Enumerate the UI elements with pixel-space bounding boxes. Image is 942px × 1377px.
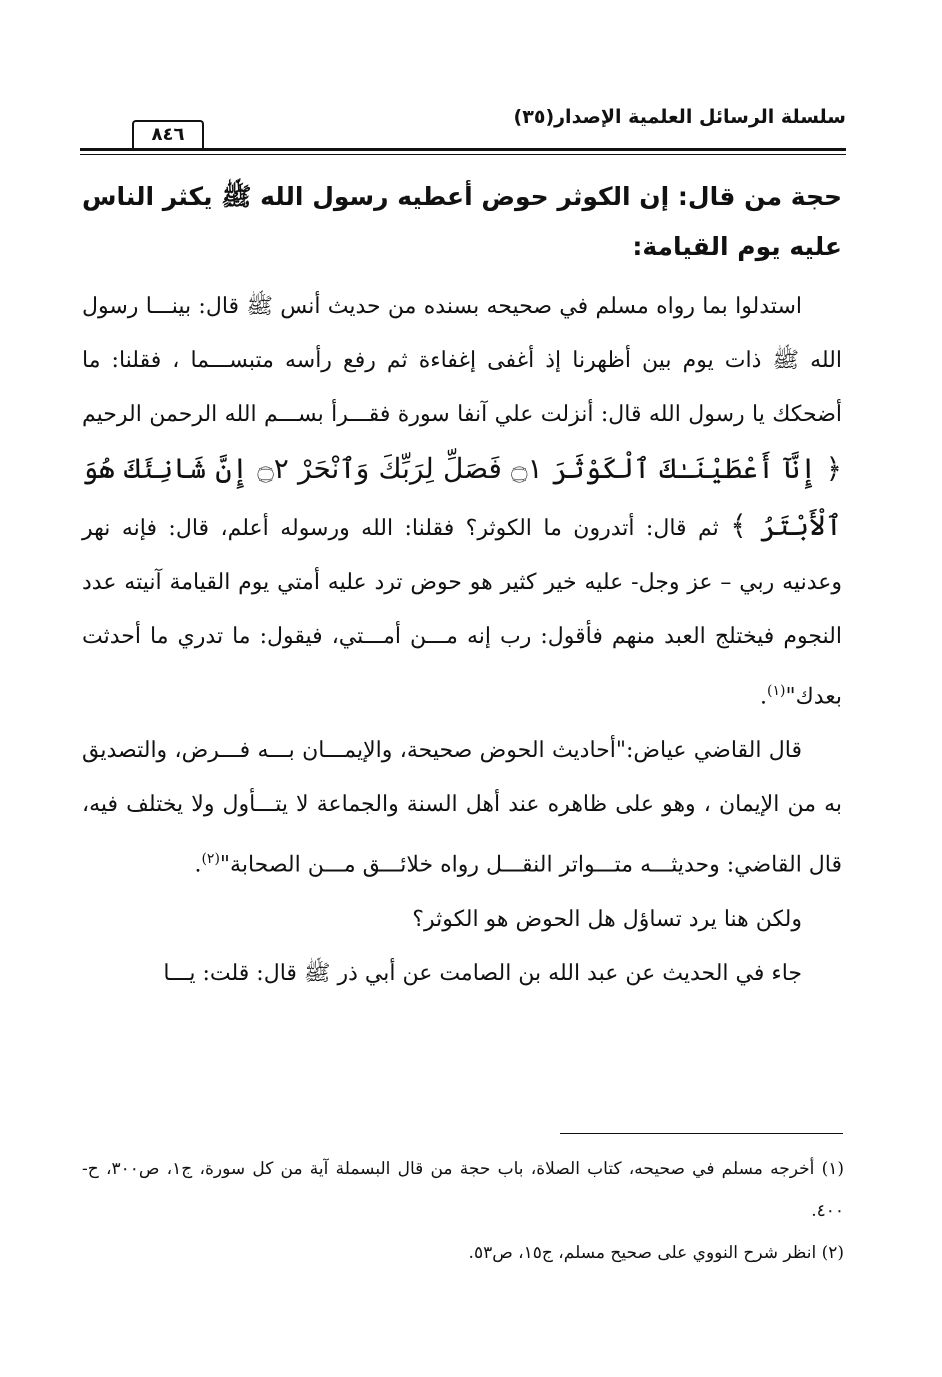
footnote-divider [560,1133,843,1134]
footnotes [82,1148,844,1274]
paragraph-text: استدلوا بما رواه مسلم في صحيحه بسنده من حديث أنس ﷺ قال: بينـــا رسول الله ﷺ ذات يوم بين أظهرنا إذ أغفى إغفاءة ثم رفع رأسه متبســـما ، فقلنا: ما أضحكك يا رسول الله قال: أنزلت علي آنفا سورة فقـــرأ بســـم الله الرحمن الرحيم [82,294,842,427]
footnote-ref-2[interactable]: (٢) [201,851,220,868]
header-rule-thick [80,148,846,151]
paragraph-text: قال القاضي عياض:"أحاديث الحوض صحيحة، والإيمـــان بـــه فـــرض، والتصديق به من الإيمان ، وهو على ظاهره عند أهل السنة والجماعة لا يتـــأول ولا يختلف فيه، قال القاضي: وحديثـــه متـــواتر النقـــل رواه خلائـــق مـــن الصحابة" [82,738,842,878]
paragraph-hadith-anas: استدلوا بما رواه مسلم في صحيحه بسنده من حديث أنس ﷺ قال: بينـــا رسول الله ﷺ ذات يوم بين أظهرنا إذ أغفى إغفاءة ثم رفع رأسه متبســـما ، فقلنا: ما أضحكك يا رسول الله قال: أنزلت علي آنفا سورة فقـــرأ بســـم الله الرحمن الرحيم ﴿ إِنَّآ أَعْطَيْنَـٰكَ ٱلْكَوْثَرَ ۝١ فَصَلِّ لِرَبِّكَ وَٱنْحَرْ ۝٢ إِنَّ شَانِئَكَ هُوَ ٱلْأَبْتَرُ ﴾ ثم قال: أتدرون ما الكوثر؟ فقلنا: الله ورسوله أعلم، قال: فإنه نهر وعدنيه ربي – عز وجل- عليه خير كثير هو حوض ترد عليه أمتي يوم القيامة آنيته عدد النجوم فيختلج العبد منهم فأقول: رب إنه مـــن أمـــتي، فيقول: ما تدري ما أحدثت بعدك"$^{(١)}$. [82,294,842,710]
paragraph-qadi-iyad: قال القاضي عياض:"أحاديث الحوض صحيحة، والإيمـــان بـــه فـــرض، والتصديق به من الإيمان ، وهو على ظاهره عند أهل السنة والجماعة لا يتـــأول ولا يختلف فيه، قال القاضي: وحديثـــه متـــواتر النقـــل رواه خلائـــق مـــن الصحابة"$^{(٢)}$. [82,738,842,878]
paragraph-question: ولكن هنا يرد تساؤل هل الحوض هو الكوثر؟ [412,906,802,932]
quran-verse: ﴿ إِنَّآ أَعْطَيْنَـٰكَ ٱلْكَوْثَرَ ۝١ فَصَلِّ لِرَبِّكَ وَٱنْحَرْ ۝٢ إِنَّ شَانِئَكَ هُوَ ٱلْأَبْتَرُ ﴾ [82,452,842,542]
paragraph-abu-dharr: جاء في الحديث عن عبد الله بن الصامت عن أبي ذر ﷺ قال: قلت: يـــا [163,960,802,986]
page-number: ٨٤٦ [132,120,204,148]
footnote-1: (١) أخرجه مسلم في صحيحه، كتاب الصلاة، باب حجة من قال البسملة آية من كل سورة، ج١، ص٣٠٠، ح- ٤٠٠. [82,1159,844,1221]
footnote-ref-1[interactable]: (١) [766,683,786,699]
series-title: سلسلة الرسائل العلمية الإصدار(٣٥) [513,106,846,128]
section-heading: حجة من قال: إن الكوثر حوض أعطيه رسول الله ﷺ يكثر الناس عليه يوم القيامة: [82,182,842,261]
header-rule-thin [80,154,846,155]
page-header [80,104,846,156]
paragraph-text: ثم قال: أتدرون ما الكوثر؟ فقلنا: الله ورسوله أعلم، قال: فإنه نهر وعدنيه ربي – عز وجل- عليه خير كثير هو حوض ترد عليه أمتي يوم القيامة آنيته عدد النجوم فيختلج العبد منهم فأقول: رب إنه مـــن أمـــتي، فيقول: ما تدري ما أحدثت بعدك" [82,516,842,710]
main-text [82,172,842,1001]
footnote-2: (٢) انظر شرح النووي على صحيح مسلم، ج١٥، ص٥٣. [468,1243,844,1263]
